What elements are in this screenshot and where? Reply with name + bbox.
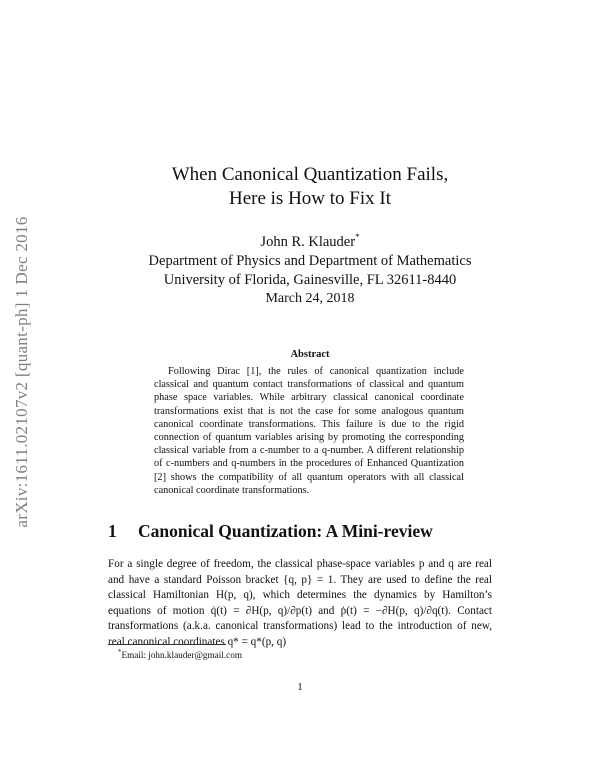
author-university: University of Florida, Gainesville, FL 32611-8440 [163, 271, 457, 288]
footnote-text: Email: john.klauder@gmail.com [121, 650, 242, 661]
footnote [118, 648, 242, 660]
title-line-2: Here is How to Fix It [228, 188, 391, 209]
abstract-text: Following Dirac [1], the rules of canonical quantization include classical and quantum contact transformations of classical and quantum phase space variables. While arbitrary classical canonical coordinate transformations exist that is not the case for some analogous quantum canonical coordinate transformations. This failure is due to the rigid connection of quantum variables arising by promoting the corresponding classical variable from a c-number to a q-number. A different relationship of c-numbers and q-numbers in the procedures of Enhanced Quantization [2] shows the compatibility of all quantum operators with all classical canonical coordinate transformations. [154, 366, 464, 496]
section-number: 1 [108, 521, 117, 541]
author-name [100, 228, 520, 252]
title-line-1: When Canonical Quantization Fails, [171, 164, 449, 185]
paper-title [100, 163, 520, 211]
paper-date: March 24, 2018 [265, 291, 355, 306]
footnote-marker: * [118, 648, 122, 656]
section-heading [108, 521, 433, 542]
section-body-text: For a single degree of freedom, the classical phase-space variables p and q are real and have a standard Poisson bracket {q, p} = 1. They are used to define the real classical Hamiltonian H(p, q), which determines the dynamics by Hamilton’s equations of motion q̇(t) = ∂H(p, q)/∂p(t) and ṗ(t) = −∂H(p, q)/∂q(t). Contact transformations (a.k.a. canonical transformations) lead to the introduction of new, real canonical coordinates q* = q*(p, q) [108, 558, 492, 648]
arxiv-identifier-stamp: arXiv:1611.02107v2 [quant-ph] 1 Dec 2016 [12, 216, 31, 528]
footnote-divider [108, 644, 226, 645]
author-department: Department of Physics and Department of Mathematics [148, 252, 472, 269]
abstract-heading: Abstract [290, 349, 330, 360]
author-name-text: John R. Klauder [260, 233, 356, 250]
page-number: 1 [297, 681, 303, 693]
section-title: Canonical Quantization: A Mini-review [138, 521, 433, 541]
author-footnote-marker: * [355, 232, 360, 242]
author-block [100, 228, 520, 290]
